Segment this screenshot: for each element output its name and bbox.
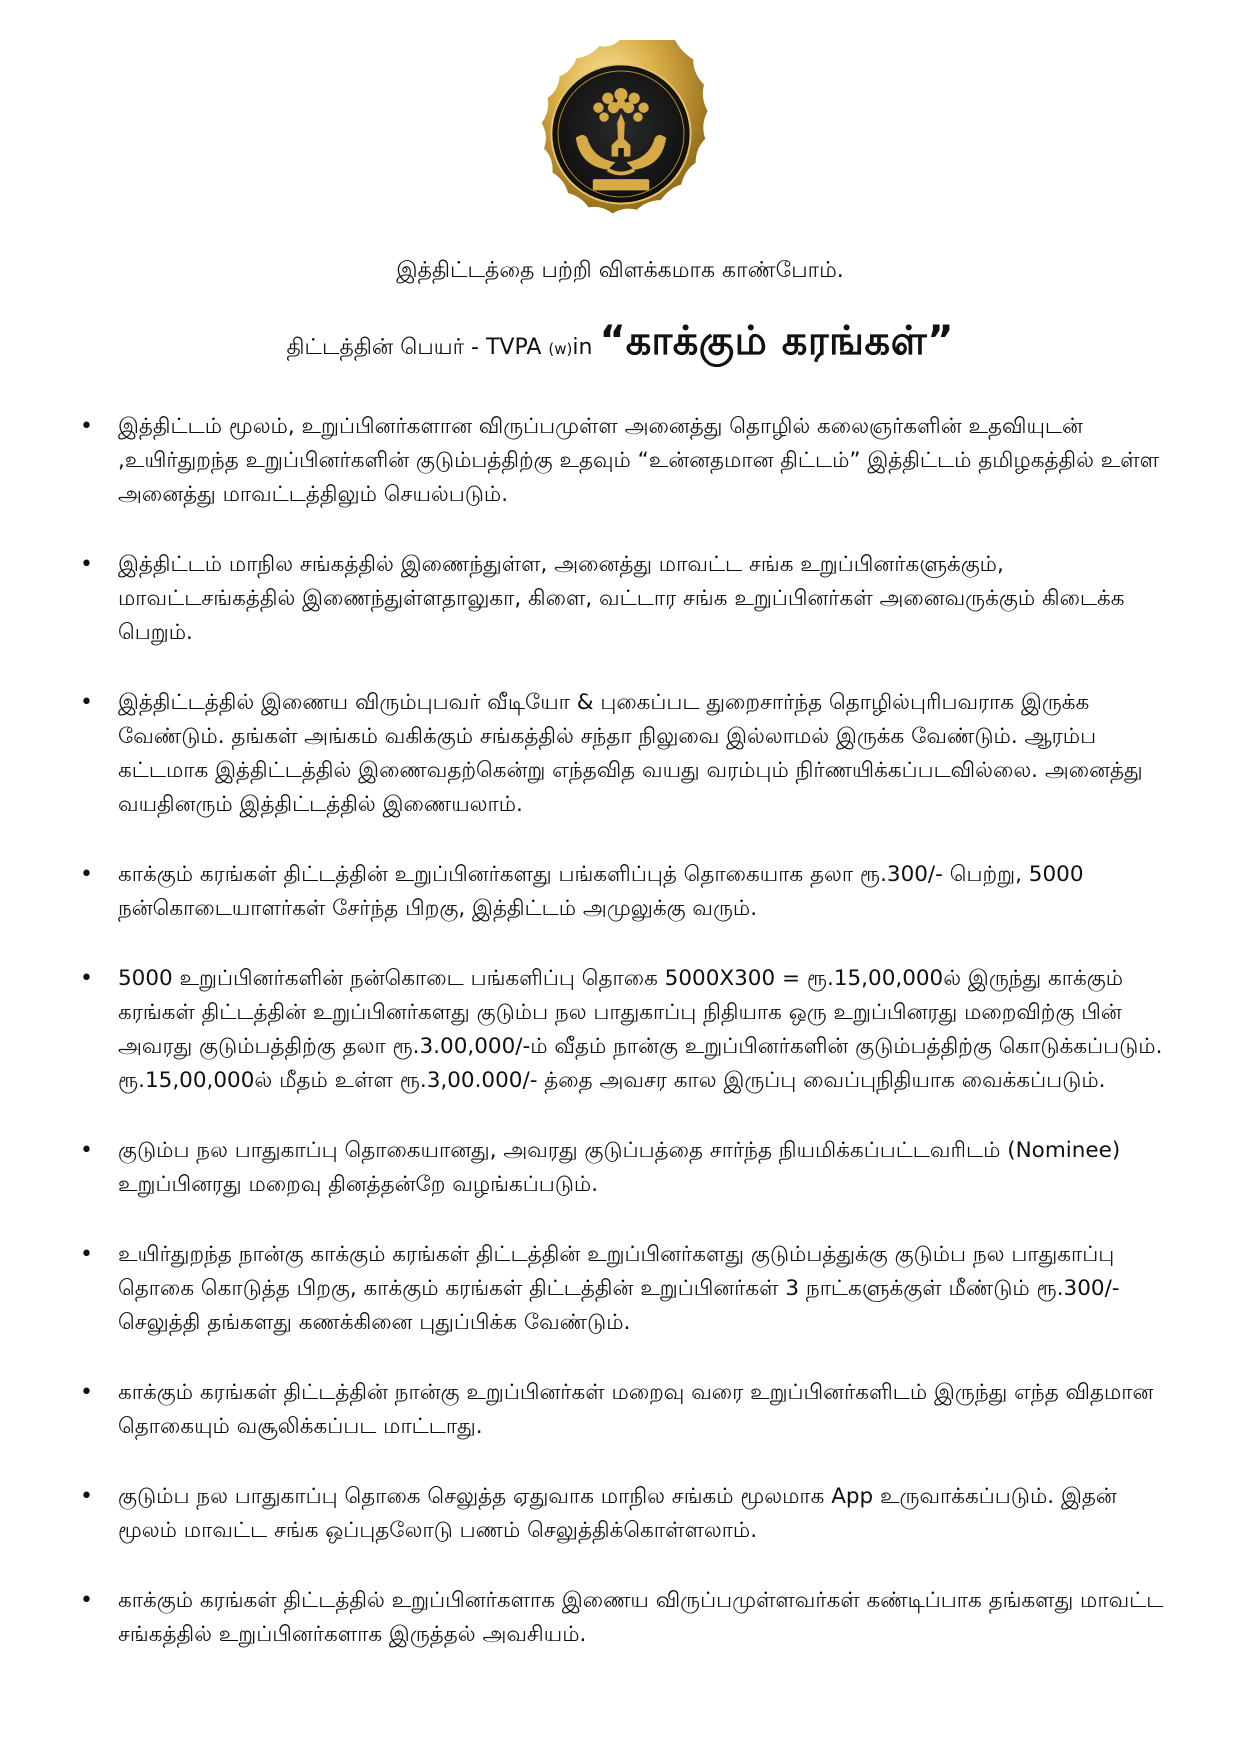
helping-hands-tree-seal-icon	[527, 40, 715, 228]
list-item	[80, 410, 1170, 512]
title-in: in	[572, 335, 600, 360]
title-main: காக்கும் கரங்கள்	[625, 318, 928, 364]
scheme-title	[0, 318, 1240, 369]
point-text: குடும்ப நல பாதுகாப்பு தொகையானது, அவரது குடுப்பத்தை சார்ந்த நியமிக்கப்பட்டவரிடம் (Nominee) உறுப்பினரது மறைவு தினத்தன்றே வழங்கப்படும்.	[118, 1138, 1121, 1197]
point-text: குடும்ப நல பாதுகாப்பு தொகை செலுத்த ஏதுவாக மாநில சங்கம் மூலமாக App உருவாக்கப்படும். இதன் மூலம் மாவட்ட சங்க ஒப்புதலோடு பணம் செலுத்திக்கொள்ளலாம்.	[118, 1484, 1117, 1543]
bullet-icon: •	[80, 1588, 93, 1613]
list-item	[80, 548, 1170, 650]
bullet-icon: •	[80, 862, 93, 887]
bullet-icon: •	[80, 1380, 93, 1405]
bullet-icon: •	[80, 690, 93, 715]
point-text: 5000 உறுப்பினர்களின் நன்கொடை பங்களிப்பு தொகை 5000X300 = ரூ.15,00,000ல் இருந்து காக்கும் கரங்கள் திட்டத்தின் உறுப்பினர்களது குடும்ப நல பாதுகாப்பு நிதியாக ஒரு உறுப்பினரது மறைவிற்கு பின் அவரது குடும்பத்திற்கு தலா ரூ.3.00,000/-ம் வீதம் நான்கு உறுப்பினர்களின் குடும்பத்திற்கு கொடுக்கப்படும். ரூ.15,00,000ல் மீதம் உள்ள ரூ.3,00.000/- த்தை அவசர கால இருப்பு வைப்புநிதியாக வைக்கப்படும்.	[118, 966, 1163, 1093]
list-item	[80, 1480, 1170, 1548]
intro-text: இத்திட்டத்தை பற்றி விளக்கமாக காண்போம்.	[396, 258, 844, 283]
point-text: காக்கும் கரங்கள் திட்டத்தின் உறுப்பினர்களது பங்களிப்புத் தொகையாக தலா ரூ.300/- பெற்று, 5000 நன்கொடையாளர்கள் சேர்ந்த பிறகு, இத்திட்டம் அமுலுக்கு வரும்.	[118, 862, 1084, 921]
list-item	[80, 1376, 1170, 1444]
list-item	[80, 1584, 1170, 1652]
list-item	[80, 1238, 1170, 1340]
bullet-icon: •	[80, 966, 93, 991]
bullet-icon: •	[80, 414, 93, 439]
list-item	[80, 962, 1170, 1098]
title-prefix: திட்டத்தின் பெயர் - TVPA	[286, 335, 549, 360]
point-text: இத்திட்டம் மாநில சங்கத்தில் இணைந்துள்ள, அனைத்து மாவட்ட சங்க உறுப்பினர்களுக்கும், மாவட்டசங்கத்தில் இணைந்துள்ளதாலுகா, கிளை, வட்டார சங்க உறுப்பினர்கள் அனைவருக்கும் கிடைக்க பெறும்.	[118, 552, 1125, 645]
title-close-quote: ”	[927, 318, 954, 364]
scheme-points-list	[80, 410, 1170, 1688]
bullet-icon: •	[80, 1242, 93, 1267]
point-text: காக்கும் கரங்கள் திட்டத்தில் உறுப்பினர்களாக இணைய விருப்பமுள்ளவர்கள் கண்டிப்பாக தங்களது மாவட்ட சங்கத்தில் உறுப்பினர்களாக இருத்தல் அவசியம்.	[118, 1588, 1164, 1647]
point-text: இத்திட்டம் மூலம், உறுப்பினர்களான விருப்பமுள்ள அனைத்து தொழில் கலைஞர்களின் உதவியுடன் ,உயிர்துறந்த உறுப்பினர்களின் குடும்பத்திற்கு உதவும் “உன்னதமான திட்டம்” இத்திட்டம் தமிழகத்தில் உள்ள அனைத்து மாவட்டத்திலும் செயல்படும்.	[118, 414, 1160, 507]
point-text: காக்கும் கரங்கள் திட்டத்தின் நான்கு உறுப்பினர்கள் மறைவு வரை உறுப்பினர்களிடம் இருந்து எந்த விதமான தொகையும் வசூலிக்கப்பட மாட்டாது.	[118, 1380, 1154, 1439]
point-text: உயிர்துறந்த நான்கு காக்கும் கரங்கள் திட்டத்தின் உறுப்பினர்களது குடும்பத்துக்கு குடும்ப நல பாதுகாப்பு தொகை கொடுத்த பிறகு, காக்கும் கரங்கள் திட்டத்தின் உறுப்பினர்கள் 3 நாட்களுக்குள் மீண்டும் ரூ.300/- செலுத்தி தங்களது கணக்கினை புதுப்பிக்க வேண்டும்.	[118, 1242, 1120, 1335]
point-text: இத்திட்டத்தில் இணைய விரும்புபவர் வீடியோ & புகைப்பட துறைசார்ந்த தொழில்புரிபவராக இருக்க வேண்டும். தங்கள் அங்கம் வகிக்கும் சங்கத்தில் சந்தா நிலுவை இல்லாமல் இருக்க வேண்டும். ஆரம்ப கட்டமாக இத்திட்டத்தில் இணைவதற்கென்று எந்தவித வயது வரம்பும் நிர்ணயிக்கப்படவில்லை. அனைத்து வயதினரும் இத்திட்டத்தில் இணையலாம்.	[118, 690, 1143, 817]
list-item	[80, 686, 1170, 822]
logo-seal	[527, 40, 715, 228]
title-open-quote: “	[599, 318, 626, 364]
title-w: (w)	[548, 340, 573, 358]
bullet-icon: •	[80, 552, 93, 577]
bullet-icon: •	[80, 1138, 93, 1163]
list-item	[80, 858, 1170, 926]
list-item	[80, 1134, 1170, 1202]
bullet-icon: •	[80, 1484, 93, 1509]
